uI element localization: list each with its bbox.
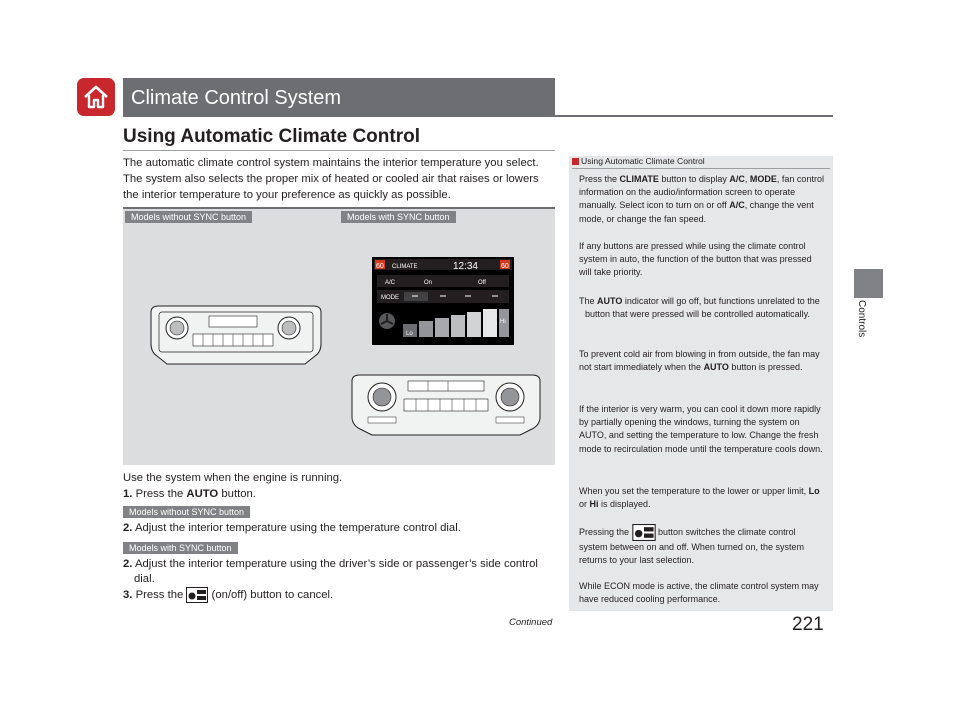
climate-touchscreen: [372, 257, 514, 345]
screen-time: 12:34: [452, 261, 478, 272]
tag-without-sync-step: Models without SYNC button: [123, 506, 250, 518]
climate-onoff-icon: [186, 587, 208, 603]
step-1-auto: AUTO: [186, 488, 219, 500]
step-3: [123, 587, 555, 603]
section-divider: [123, 150, 555, 151]
screen-temp-right: 60: [501, 263, 509, 270]
step-1-number: 1.: [123, 488, 133, 500]
note-priority: If any buttons are pressed while using the climate control system in auto, the function of the button that was pressed will take priority.: [579, 241, 812, 278]
step-2a: [123, 521, 555, 536]
screen-lo-label: Lo: [406, 331, 413, 337]
step-2b: [123, 557, 555, 587]
page-number: 221: [792, 614, 824, 635]
step-3-text-b: (on/off) button to cancel.: [208, 588, 334, 601]
continued-label: Continued: [509, 617, 553, 628]
title-bar: [123, 78, 555, 115]
step-1: [123, 487, 555, 502]
screen-hi-label: Hi: [500, 319, 506, 325]
note-cold-air: To prevent cold air from blowing in from outside, the fan may not start immediately when the AUTO button is pressed.: [579, 349, 820, 373]
section-heading: Using Automatic Climate Control: [123, 126, 420, 147]
screen-off-label: Off: [478, 280, 486, 286]
note-econ: While ECON mode is active, the climate control system may have reduced cooling performance.: [579, 581, 819, 605]
intro-paragraph: The automatic climate control system maintains the interior temperature you select. The system also selects the proper mix of heated or cooled air that raises or lowers the interior temperature to your preference as quickly as possible.: [123, 157, 539, 201]
note-marker-icon: [572, 158, 579, 165]
section-tab[interactable]: [854, 269, 883, 298]
step-2b-number: 2.: [123, 558, 133, 570]
step-3-text-a: Press the: [135, 588, 187, 601]
section-tab-label: Controls: [856, 300, 867, 338]
screen-mode-label: MODE: [381, 295, 399, 301]
engine-note: Use the system when the engine is running.: [123, 472, 343, 484]
sidebar-heading-text: Using Automatic Climate Control: [581, 156, 705, 166]
step-3-number: 3.: [123, 588, 133, 601]
tag-with-sync-step: Models with SYNC button: [123, 542, 238, 554]
tag-without-sync: Models without SYNC button: [125, 211, 252, 223]
tag-with-sync: Models with SYNC button: [341, 211, 456, 223]
step-2a-number: 2.: [123, 522, 133, 534]
page-title: Climate Control System: [131, 87, 342, 109]
step-1-text-b: button.: [218, 488, 256, 500]
step-1-text-a: Press the: [135, 488, 187, 500]
control-panel-without-sync: [145, 304, 327, 366]
note-climate-button: Press the CLIMATE button to display A/C, MODE, fan control information on the audio/information screen to operate manually. Select icon to turn on or off A/C, change the vent mode, or change the fan speed.: [579, 174, 824, 224]
note-temperature-limit: When you set the temperature to the lower or upper limit, Lo or Hi is displayed.: [579, 486, 820, 510]
sidebar-heading: [572, 156, 830, 169]
note-cool-down: If the interior is very warm, you can cool it down more rapidly by partially opening the windows, turning the system on AUTO, and setting the temperature to low. Change the fresh mode to recirculation mode until the temperature cools down.: [579, 404, 823, 454]
climate-figure: [123, 207, 555, 465]
step-2a-text: Adjust the interior temperature using the temperature control dial.: [134, 522, 461, 534]
screen-temp-left: 60: [376, 263, 384, 270]
screen-title: CLIMATE: [392, 264, 418, 270]
screen-on-label: On: [424, 280, 433, 286]
home-icon[interactable]: [77, 78, 115, 116]
note-auto-indicator: The AUTO indicator will go off, but functions unrelated to the button that were pressed will be controlled automatically.: [579, 296, 820, 320]
control-panel-with-sync: [348, 373, 544, 437]
note-onoff-button: Pressing the button switches the climate control system between on and off. When turned on, the system returns to your last selection.: [579, 524, 826, 567]
screen-ac-label: A/C: [385, 280, 396, 286]
title-divider: [123, 115, 833, 117]
step-2b-text: Adjust the interior temperature using the driver’s side or passenger’s side control dial.: [134, 558, 538, 585]
climate-onoff-icon: [632, 524, 656, 541]
